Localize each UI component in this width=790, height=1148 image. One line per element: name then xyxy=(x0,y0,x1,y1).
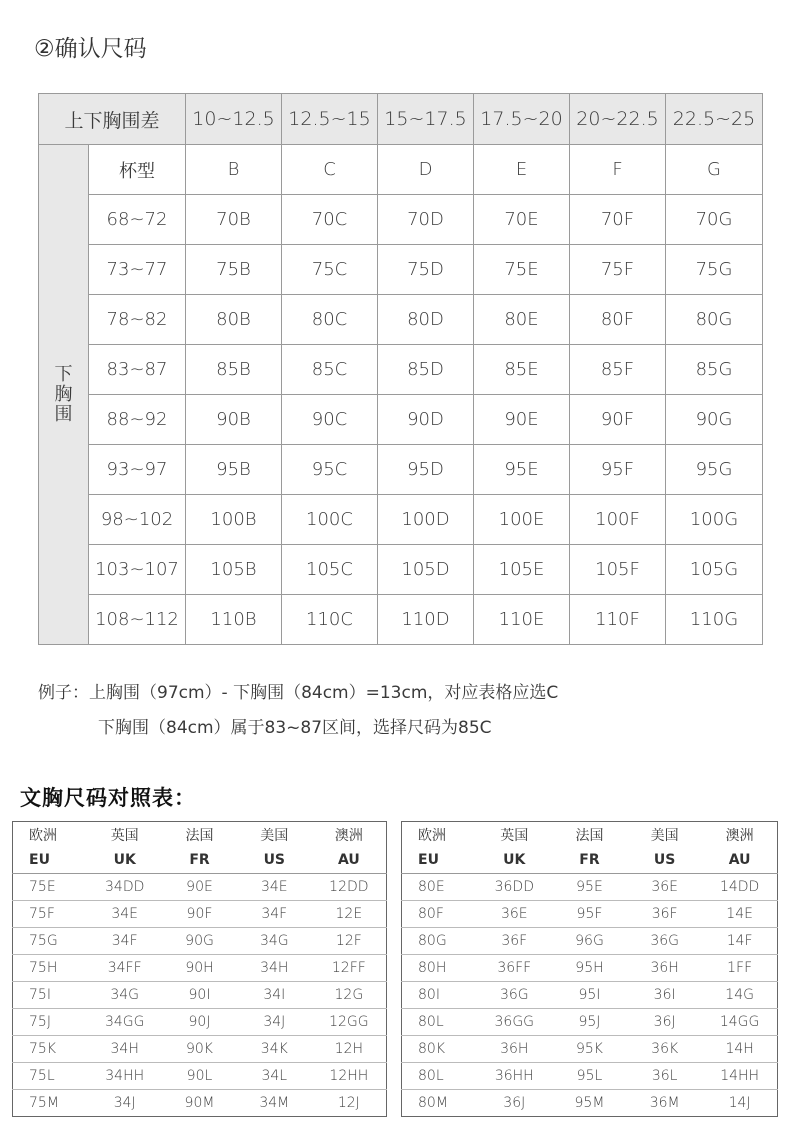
underbust-range-cell: 78~82 xyxy=(89,295,186,345)
comparison-cell: 90L xyxy=(162,1063,237,1090)
comparison-cell: 12HH xyxy=(312,1063,387,1090)
size-cell: 100D xyxy=(378,495,474,545)
comparison-header-cell: 英国 xyxy=(500,827,529,844)
comparison-header-row xyxy=(13,822,387,848)
comparison-cell: 36H xyxy=(627,955,702,982)
cup-label: 杯型 xyxy=(89,145,186,195)
size-cell: 90G xyxy=(666,395,763,445)
comparison-title: 文胸尺码对照表： xyxy=(20,786,196,810)
comparison-cell: 36E xyxy=(477,901,552,928)
example-line-1: 例子：上胸围（97cm）- 下胸围（84cm）=13cm，对应表格应选C xyxy=(38,683,559,703)
size-cell: 75G xyxy=(666,245,763,295)
comparison-code-cell: FR xyxy=(162,847,237,874)
comparison-cell: 80M xyxy=(418,1095,448,1111)
underbust-vertical-label xyxy=(39,145,89,645)
comparison-code-cell: AU xyxy=(702,847,777,874)
size-cell: 95D xyxy=(378,445,474,495)
comparison-header-row xyxy=(402,822,778,848)
comparison-header-cell: 欧洲 xyxy=(29,827,57,844)
comparison-cell: 75K xyxy=(13,1036,88,1063)
diff-range-cell: 20~22.5 xyxy=(570,94,666,145)
size-cell: 95E xyxy=(474,445,570,495)
size-cell: 105E xyxy=(474,545,570,595)
size-cell: 70D xyxy=(378,195,474,245)
comparison-cell: 80G xyxy=(402,928,477,955)
comparison-code-row xyxy=(402,847,778,874)
comparison-cell: 36G xyxy=(477,982,552,1009)
comparison-cell: 12F xyxy=(312,928,387,955)
size-cell: 100B xyxy=(186,495,282,545)
comparison-cell: 36DD xyxy=(477,874,552,901)
underbust-range-cell: 83~87 xyxy=(89,345,186,395)
comparison-cell: 14E xyxy=(702,901,777,928)
comparison-cell: 80L xyxy=(402,1063,477,1090)
size-cell: 90E xyxy=(474,395,570,445)
comparison-cell: 75F xyxy=(13,901,88,928)
comparison-cell: 80K xyxy=(402,1036,477,1063)
size-cell: 70C xyxy=(282,195,378,245)
comparison-cell: 34M xyxy=(259,1095,290,1111)
cup-cell: F xyxy=(570,145,666,195)
size-cell: 100F xyxy=(570,495,666,545)
diff-header-row xyxy=(39,94,763,145)
size-cell: 75E xyxy=(474,245,570,295)
comparison-cell: 36K xyxy=(627,1036,702,1063)
comparison-row xyxy=(13,1009,387,1036)
size-row xyxy=(39,595,763,645)
comparison-row xyxy=(402,982,778,1009)
comparison-code-cell: AU xyxy=(312,847,387,874)
comparison-cell: 34F xyxy=(237,901,312,928)
size-cell: 80F xyxy=(570,295,666,345)
size-row xyxy=(39,395,763,445)
comparison-cell: 36H xyxy=(477,1036,552,1063)
comparison-cell: 12E xyxy=(312,901,387,928)
size-cell: 110D xyxy=(378,595,474,645)
comparison-cell: 36L xyxy=(627,1063,702,1090)
size-row xyxy=(39,245,763,295)
size-cell: 70G xyxy=(666,195,763,245)
comparison-row xyxy=(13,982,387,1009)
size-cell: 90B xyxy=(186,395,282,445)
underbust-range-cell: 103~107 xyxy=(89,545,186,595)
size-cell: 95G xyxy=(666,445,763,495)
comparison-cell: 95L xyxy=(552,1063,627,1090)
comparison-cell: 14GG xyxy=(702,1009,777,1036)
comparison-header-cell: 美国 xyxy=(650,827,679,844)
underbust-range-cell: 73~77 xyxy=(89,245,186,295)
size-chart-table xyxy=(38,93,763,645)
size-cell: 105F xyxy=(570,545,666,595)
size-cell: 100G xyxy=(666,495,763,545)
comparison-cell: 12H xyxy=(312,1036,387,1063)
size-cell: 85B xyxy=(186,345,282,395)
comparison-cell: 34FF xyxy=(87,955,162,982)
example-line-2: 下胸围（84cm）属于83~87区间，选择尺码为85C xyxy=(98,718,492,738)
comparison-cell: 12DD xyxy=(312,874,387,901)
comparison-header-cell: 美国 xyxy=(260,827,289,844)
size-cell: 80G xyxy=(666,295,763,345)
cup-cell: C xyxy=(282,145,378,195)
comparison-cell: 36E xyxy=(627,874,702,901)
comparison-cell: 80F xyxy=(402,901,477,928)
size-cell: 90C xyxy=(282,395,378,445)
comparison-cell: 34E xyxy=(237,874,312,901)
comparison-row xyxy=(402,1090,778,1117)
size-cell: 85G xyxy=(666,345,763,395)
comparison-cell: 12GG xyxy=(312,1009,387,1036)
comparison-header-cell: 法国 xyxy=(575,827,604,844)
comparison-cell: 36F xyxy=(627,901,702,928)
comparison-cell: 34GG xyxy=(87,1009,162,1036)
size-cell: 105D xyxy=(378,545,474,595)
comparison-cell: 96G xyxy=(552,928,627,955)
step-title: ②确认尺码 xyxy=(34,36,147,62)
size-cell: 105B xyxy=(186,545,282,595)
comparison-cell: 34J xyxy=(237,1009,312,1036)
cup-cell: E xyxy=(474,145,570,195)
comparison-cell: 34H xyxy=(237,955,312,982)
comparison-cell: 34DD xyxy=(87,874,162,901)
underbust-range-cell: 93~97 xyxy=(89,445,186,495)
comparison-cell: 12FF xyxy=(312,955,387,982)
size-cell: 95C xyxy=(282,445,378,495)
comparison-cell: 75E xyxy=(13,874,88,901)
comparison-cell: 36FF xyxy=(477,955,552,982)
comparison-cell: 34J xyxy=(113,1095,136,1111)
comparison-code-cell: US xyxy=(237,847,312,874)
size-cell: 110B xyxy=(186,595,282,645)
comparison-cell: 34F xyxy=(87,928,162,955)
comparison-cell: 14H xyxy=(702,1036,777,1063)
size-cell: 105C xyxy=(282,545,378,595)
comparison-cell: 14HH xyxy=(702,1063,777,1090)
comparison-cell: 36F xyxy=(477,928,552,955)
comparison-cell: 34I xyxy=(237,982,312,1009)
comparison-header-cell: 欧洲 xyxy=(418,827,446,844)
comparison-cell: 90I xyxy=(162,982,237,1009)
comparison-cell: 14DD xyxy=(702,874,777,901)
comparison-row xyxy=(402,928,778,955)
comparison-cell: 34G xyxy=(87,982,162,1009)
size-cell: 80D xyxy=(378,295,474,345)
comparison-row xyxy=(13,901,387,928)
comparison-cell: 95J xyxy=(552,1009,627,1036)
comparison-cell: 36M xyxy=(649,1095,680,1111)
cup-cell: B xyxy=(186,145,282,195)
comparison-header-cell: 澳洲 xyxy=(725,827,754,844)
comparison-cell: 95I xyxy=(552,982,627,1009)
comparison-table-left xyxy=(12,821,387,1117)
comparison-header-cell: 英国 xyxy=(110,827,139,844)
size-row xyxy=(39,345,763,395)
comparison-cell: 95K xyxy=(552,1036,627,1063)
size-cell: 100C xyxy=(282,495,378,545)
diff-range-cell: 17.5~20 xyxy=(474,94,570,145)
comparison-cell: 75I xyxy=(13,982,88,1009)
size-cell: 80C xyxy=(282,295,378,345)
comparison-cell: 36GG xyxy=(477,1009,552,1036)
diff-range-cell: 10~12.5 xyxy=(186,94,282,145)
comparison-cell: 34H xyxy=(87,1036,162,1063)
comparison-cell: 90G xyxy=(162,928,237,955)
underbust-label-char: 胸 xyxy=(54,383,73,405)
comparison-cell: 34E xyxy=(87,901,162,928)
comparison-cell: 34L xyxy=(237,1063,312,1090)
comparison-cell: 36HH xyxy=(477,1063,552,1090)
size-cell: 75B xyxy=(186,245,282,295)
comparison-cell: 95M xyxy=(574,1095,605,1111)
diff-corner-label: 上下胸围差 xyxy=(39,94,186,145)
comparison-cell: 80I xyxy=(402,982,477,1009)
comparison-row xyxy=(13,1063,387,1090)
diff-range-cell: 22.5~25 xyxy=(666,94,763,145)
comparison-cell: 1FF xyxy=(702,955,777,982)
comparison-cell: 90K xyxy=(162,1036,237,1063)
comparison-cell: 34G xyxy=(237,928,312,955)
size-cell: 75C xyxy=(282,245,378,295)
comparison-cell: 14G xyxy=(702,982,777,1009)
comparison-row xyxy=(402,874,778,901)
size-cell: 110G xyxy=(666,595,763,645)
comparison-cell: 75M xyxy=(29,1095,59,1111)
comparison-code-row xyxy=(13,847,387,874)
size-row xyxy=(39,445,763,495)
comparison-row xyxy=(13,1090,387,1117)
size-cell: 75F xyxy=(570,245,666,295)
underbust-range-cell: 68~72 xyxy=(89,195,186,245)
underbust-range-cell: 98~102 xyxy=(89,495,186,545)
comparison-cell: 90M xyxy=(184,1095,215,1111)
comparison-cell: 95F xyxy=(552,901,627,928)
size-cell: 85D xyxy=(378,345,474,395)
comparison-row xyxy=(402,1063,778,1090)
comparison-cell: 75G xyxy=(13,928,88,955)
diff-range-cell: 15~17.5 xyxy=(378,94,474,145)
underbust-range-cell: 88~92 xyxy=(89,395,186,445)
underbust-label-char: 围 xyxy=(54,403,73,425)
size-cell: 75D xyxy=(378,245,474,295)
size-row xyxy=(39,545,763,595)
comparison-cell: 90F xyxy=(162,901,237,928)
size-cell: 110E xyxy=(474,595,570,645)
size-cell: 110C xyxy=(282,595,378,645)
comparison-cell: 80E xyxy=(402,874,477,901)
comparison-cell: 95H xyxy=(552,955,627,982)
size-cell: 95F xyxy=(570,445,666,495)
comparison-cell: 34HH xyxy=(87,1063,162,1090)
comparison-cell: 14J xyxy=(728,1095,751,1111)
size-cell: 80E xyxy=(474,295,570,345)
comparison-header-cell: 法国 xyxy=(185,827,214,844)
comparison-row xyxy=(402,955,778,982)
comparison-cell: 75L xyxy=(13,1063,88,1090)
comparison-cell: 14F xyxy=(702,928,777,955)
size-cell: 95B xyxy=(186,445,282,495)
comparison-code-cell: US xyxy=(627,847,702,874)
size-row xyxy=(39,295,763,345)
comparison-cell: 80H xyxy=(402,955,477,982)
comparison-table-right xyxy=(401,821,778,1117)
comparison-cell: 36I xyxy=(627,982,702,1009)
comparison-cell: 90J xyxy=(162,1009,237,1036)
comparison-row xyxy=(13,874,387,901)
comparison-code-cell: UK xyxy=(87,847,162,874)
comparison-cell: 12J xyxy=(337,1095,360,1111)
comparison-cell: 75J xyxy=(13,1009,88,1036)
size-row xyxy=(39,195,763,245)
comparison-row xyxy=(13,928,387,955)
comparison-cell: 90H xyxy=(162,955,237,982)
comparison-row xyxy=(402,901,778,928)
comparison-code-cell: UK xyxy=(477,847,552,874)
size-row xyxy=(39,495,763,545)
size-cell: 70F xyxy=(570,195,666,245)
underbust-range-cell: 108~112 xyxy=(89,595,186,645)
comparison-code-cell: FR xyxy=(552,847,627,874)
comparison-cell: 34K xyxy=(237,1036,312,1063)
comparison-row xyxy=(13,955,387,982)
size-cell: 70E xyxy=(474,195,570,245)
size-cell: 110F xyxy=(570,595,666,645)
comparison-cell: 36G xyxy=(627,928,702,955)
comparison-cell: 36J xyxy=(503,1095,526,1111)
comparison-row xyxy=(402,1036,778,1063)
size-cell: 100E xyxy=(474,495,570,545)
comparison-row xyxy=(13,1036,387,1063)
comparison-cell: 95E xyxy=(552,874,627,901)
size-cell: 70B xyxy=(186,195,282,245)
comparison-cell: 75H xyxy=(13,955,88,982)
cup-cell: D xyxy=(378,145,474,195)
comparison-cell: 12G xyxy=(312,982,387,1009)
cup-cell: G xyxy=(666,145,763,195)
size-cell: 85C xyxy=(282,345,378,395)
size-cell: 85F xyxy=(570,345,666,395)
underbust-label-char: 下 xyxy=(54,363,73,385)
comparison-cell: 36J xyxy=(627,1009,702,1036)
comparison-code-cell: EU xyxy=(13,847,88,874)
size-cell: 90F xyxy=(570,395,666,445)
comparison-row xyxy=(402,1009,778,1036)
size-cell: 90D xyxy=(378,395,474,445)
diff-range-cell: 12.5~15 xyxy=(282,94,378,145)
comparison-cell: 90E xyxy=(162,874,237,901)
comparison-code-cell: EU xyxy=(402,847,477,874)
size-cell: 105G xyxy=(666,545,763,595)
size-cell: 85E xyxy=(474,345,570,395)
size-cell: 80B xyxy=(186,295,282,345)
comparison-cell: 80L xyxy=(402,1009,477,1036)
cup-row xyxy=(39,145,763,195)
comparison-header-cell: 澳洲 xyxy=(334,827,363,844)
